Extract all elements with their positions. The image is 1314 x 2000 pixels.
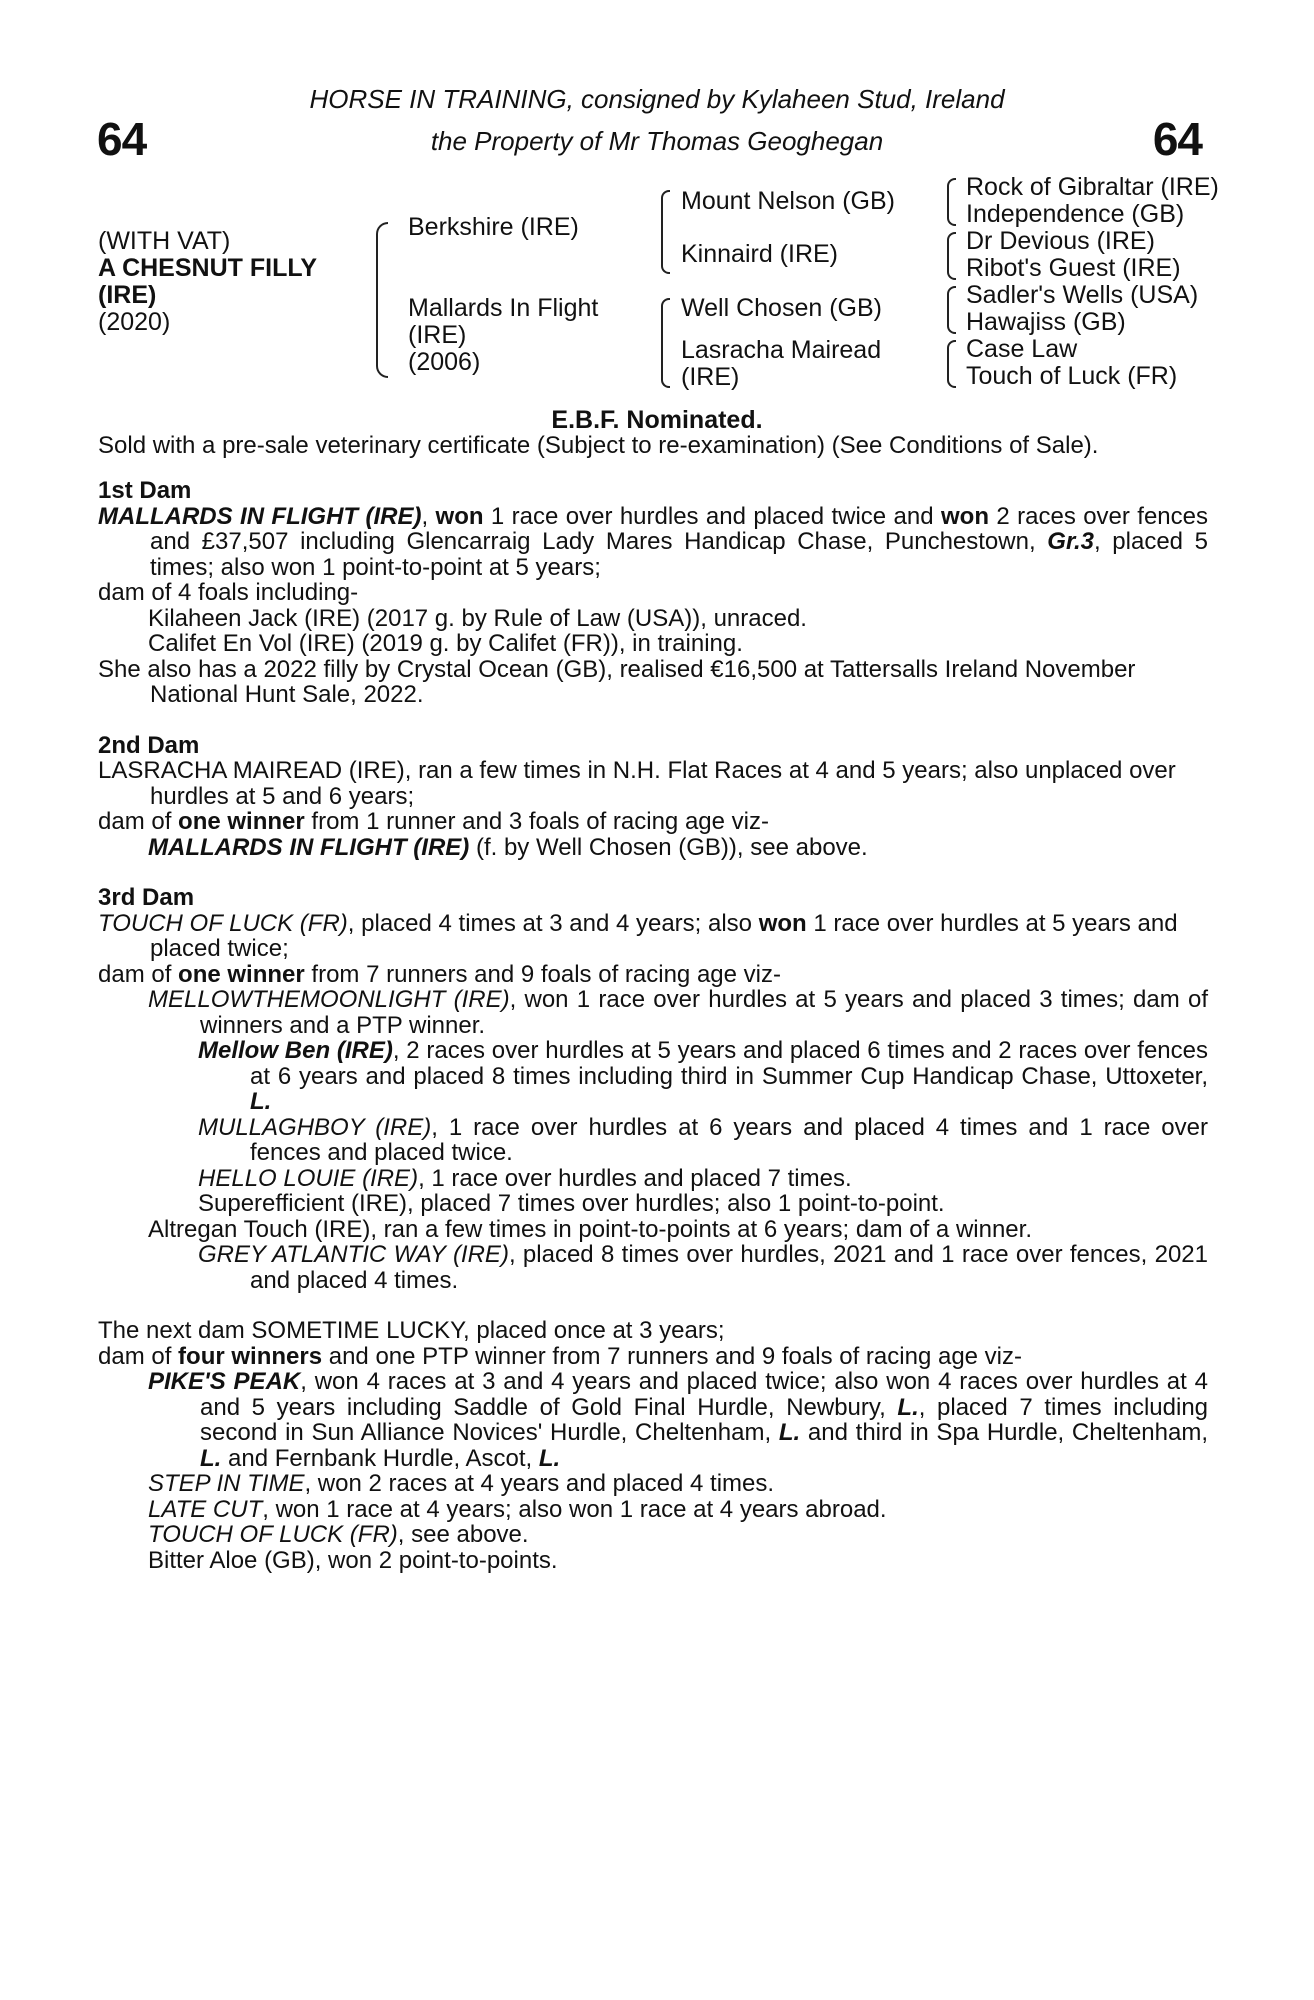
- second-dam-heading: 2nd Dam: [98, 731, 200, 759]
- produce-name: Mellow Ben (IRE): [198, 1037, 393, 1064]
- first-dam-name: MALLARDS IN FLIGHT (IRE): [98, 502, 422, 530]
- winners-count: one winner: [178, 960, 305, 988]
- third-dam-heading: 3rd Dam: [98, 884, 195, 911]
- third-dam-record: [98, 911, 1208, 962]
- sire: Berkshire (IRE): [408, 213, 579, 241]
- dam-name: Mallards In Flight: [408, 294, 599, 322]
- foal-entry: Califet En Vol (IRE) (2019 g. by Califet (FR)), in training.: [148, 630, 743, 657]
- grand-produce-entry: [98, 1166, 1208, 1192]
- gen4-ancestor: Hawajiss (GB): [966, 308, 1126, 336]
- text-run: from 1 runner and 3 foals of racing age viz-: [304, 808, 769, 835]
- dam-dam: [681, 337, 881, 391]
- grade-text: L.: [778, 1419, 801, 1446]
- second-dam-record: LASRACHA MAIREAD (IRE), ran a few times in N.H. Flat Races at 4 and 5 years; also unplaced over hurdles at 5 and 6 years;: [98, 757, 1176, 810]
- text-run: , placed 7 times including second in Sun Alliance Novices' Hurdle, Cheltenham,: [200, 1393, 1209, 1446]
- gen4-ancestor: Sadler's Wells (USA): [966, 281, 1199, 309]
- also-note: She also has a 2022 filly by Crystal Ocean (GB), realised €16,500 at Tattersalls Ireland November National Hunt Sale, 2022.: [98, 655, 1136, 708]
- produce-name: MULLAGHBOY (IRE): [198, 1113, 432, 1141]
- text-run: , 1 race over hurdles at 6 years and placed 4 times and 1 race over fences and placed twice.: [250, 1113, 1208, 1166]
- text-run: ,: [421, 502, 436, 530]
- text-run: , see above.: [397, 1521, 529, 1548]
- won-text: won: [435, 502, 484, 530]
- produce-entry: Bitter Aloe (GB), won 2 point-to-points.: [148, 1546, 558, 1574]
- sire-brace: [661, 190, 670, 274]
- lot-number-right: 64: [1152, 113, 1202, 165]
- second-dam-produce-intro: [98, 809, 1208, 835]
- horse-name-origin: (IRE): [98, 281, 157, 309]
- produce-name: GREY ATLANTIC WAY (IRE): [198, 1241, 509, 1268]
- second-dam-produce: [98, 835, 1208, 861]
- gen4-ancestors: [966, 174, 1219, 390]
- text-run: dam of: [98, 960, 179, 988]
- owner-line: the Property of Mr Thomas Geoghegan: [430, 126, 884, 156]
- grand-produce-entry: Superefficient (IRE), placed 7 times over hurdles; also 1 point-to-point.: [198, 1190, 945, 1217]
- text-run: , 2 races over hurdles at 5 years and placed 6 times and 2 races over fences at 6 years and placed 8 times including third in Summer Cup Handicap Chase, Uttoxeter,: [250, 1037, 1208, 1090]
- grand-produce-entry: [98, 1038, 1208, 1115]
- text-run: , placed 8 times over hurdles, 2021 and 1 race over fences, 2021 and placed 4 times.: [250, 1241, 1208, 1294]
- produce-name: PIKE'S PEAK: [148, 1368, 301, 1395]
- won-text: won: [941, 502, 989, 530]
- dam: [408, 295, 598, 376]
- text-run: and Fernbank Hurdle, Ascot,: [221, 1444, 539, 1472]
- text-run: , won 4 races at 3 and 4 years and placed twice; also won 4 races over hurdles at 4 and 5 years including Saddle of Gold Final Hurdle, Newbury,: [200, 1368, 1208, 1421]
- text-run: dam of: [98, 1342, 179, 1370]
- won-text: won: [758, 909, 807, 937]
- gen4-ancestor: Dr Devious (IRE): [966, 227, 1155, 255]
- produce-name: HELLO LOUIE (IRE): [198, 1164, 419, 1192]
- text-run: , placed 5 times; also won 1 point-to-point at 5 years;: [150, 528, 1209, 581]
- horse-year: (2020): [98, 308, 171, 336]
- first-dam-record: [98, 504, 1208, 581]
- catalogue-body: [98, 478, 1208, 1573]
- produce-entry: [98, 1369, 1208, 1471]
- produce-entry: [98, 1471, 1208, 1497]
- text-run: , placed 4 times at 3 and 4 years; also: [347, 909, 759, 937]
- grade-text: Gr.3: [1047, 528, 1094, 555]
- third-dam-produce-intro: [98, 962, 1208, 988]
- vat-note: (WITH VAT): [98, 227, 231, 255]
- produce-name: LATE CUT: [148, 1495, 263, 1523]
- text-run: 1 race over hurdles at 5 years and placed twice;: [150, 909, 1178, 962]
- gen4-ancestor: Ribot's Guest (IRE): [966, 254, 1181, 282]
- produce-name: STEP IN TIME: [148, 1470, 305, 1497]
- gen4-brace-3: [947, 286, 956, 334]
- text-run: , won 1 race at 4 years; also won 1 race at 4 years abroad.: [262, 1495, 887, 1523]
- grade-text: L.: [200, 1444, 222, 1472]
- lot-number-left: 64: [97, 113, 147, 165]
- gen4-ancestor: Case Law: [966, 335, 1078, 363]
- dam-year: (2006): [408, 348, 481, 376]
- grand-produce-entry: [98, 1115, 1208, 1166]
- dam-sire: Well Chosen (GB): [681, 294, 882, 322]
- text-run: and third in Spa Hurdle, Cheltenham,: [800, 1419, 1208, 1446]
- grand-produce-entry: [98, 1242, 1208, 1293]
- gen4-brace-1: [947, 178, 956, 226]
- sale-note: Sold with a pre-sale veterinary certificate (Subject to re-examination) (See Conditions of Sale).: [98, 432, 1099, 459]
- gen4-ancestor: Rock of Gibraltar (IRE): [966, 173, 1219, 201]
- foal-entry: Kilaheen Jack (IRE) (2017 g. by Rule of Law (USA)), unraced.: [148, 604, 807, 632]
- ebf-nominated: E.B.F. Nominated.: [551, 406, 763, 434]
- dam-origin: (IRE): [408, 321, 467, 349]
- text-run: dam of: [98, 808, 179, 835]
- produce-name: MALLARDS IN FLIGHT (IRE): [148, 833, 470, 861]
- gen4-brace-4: [947, 340, 956, 388]
- produce-entry: [98, 1522, 1208, 1548]
- third-dam-name: TOUCH OF LUCK (FR): [98, 909, 348, 937]
- produce-entry: [98, 987, 1208, 1038]
- text-run: , won 2 races at 4 years and placed 4 times.: [304, 1470, 775, 1497]
- produce-name: TOUCH OF LUCK (FR): [148, 1521, 398, 1548]
- produce-name: MELLOWTHEMOONLIGHT (IRE): [148, 986, 510, 1013]
- winners-count: one winner: [178, 808, 305, 835]
- dam-brace: [661, 298, 670, 388]
- produce-entry: Altregan Touch (IRE), ran a few times in point-to-points at 6 years; dam of a winner.: [148, 1215, 1032, 1243]
- pedigree-brace: [376, 222, 388, 378]
- text-run: 2 races over fences and £37,507 including Glencarraig Lady Mares Handicap Chase, Punchestown,: [150, 502, 1209, 555]
- text-run: , won 1 race over hurdles at 5 years and placed 3 times; dam of winners and a PTP winner.: [200, 986, 1209, 1039]
- grade-text: L.: [538, 1444, 561, 1472]
- text-run: and one PTP winner from 7 runners and 9 foals of racing age viz-: [322, 1342, 1022, 1370]
- dam-dam-name: Lasracha Mairead: [681, 336, 882, 364]
- text-run: from 7 runners and 9 foals of racing age viz-: [304, 960, 781, 988]
- winners-count: four winners: [178, 1342, 323, 1370]
- text-run: 1 race over hurdles and placed twice and: [483, 502, 941, 530]
- text-run: (f. by Well Chosen (GB)), see above.: [469, 833, 868, 861]
- first-dam-heading: 1st Dam: [98, 477, 192, 504]
- dam-dam-origin: (IRE): [681, 363, 740, 391]
- foals-intro: dam of 4 foals including-: [98, 579, 359, 606]
- gen4-brace-2: [947, 232, 956, 280]
- gen4-ancestor: Independence (GB): [966, 200, 1185, 228]
- horse-description: [98, 228, 378, 336]
- text-run: , 1 race over hurdles and placed 7 times.: [418, 1164, 852, 1192]
- grade-text: L.: [897, 1393, 919, 1421]
- sire-dam: Kinnaird (IRE): [681, 240, 838, 268]
- next-dam-produce-intro: [98, 1344, 1208, 1370]
- sire-sire: Mount Nelson (GB): [681, 187, 895, 215]
- next-dam-record: The next dam SOMETIME LUCKY, placed once at 3 years;: [98, 1317, 725, 1344]
- consignor-line: HORSE IN TRAINING, consigned by Kylaheen Stud, Ireland: [309, 84, 1005, 114]
- grade-text: L.: [250, 1088, 272, 1115]
- horse-name: A CHESNUT FILLY: [98, 254, 317, 282]
- produce-entry: [98, 1497, 1208, 1523]
- gen4-ancestor: Touch of Luck (FR): [966, 362, 1178, 390]
